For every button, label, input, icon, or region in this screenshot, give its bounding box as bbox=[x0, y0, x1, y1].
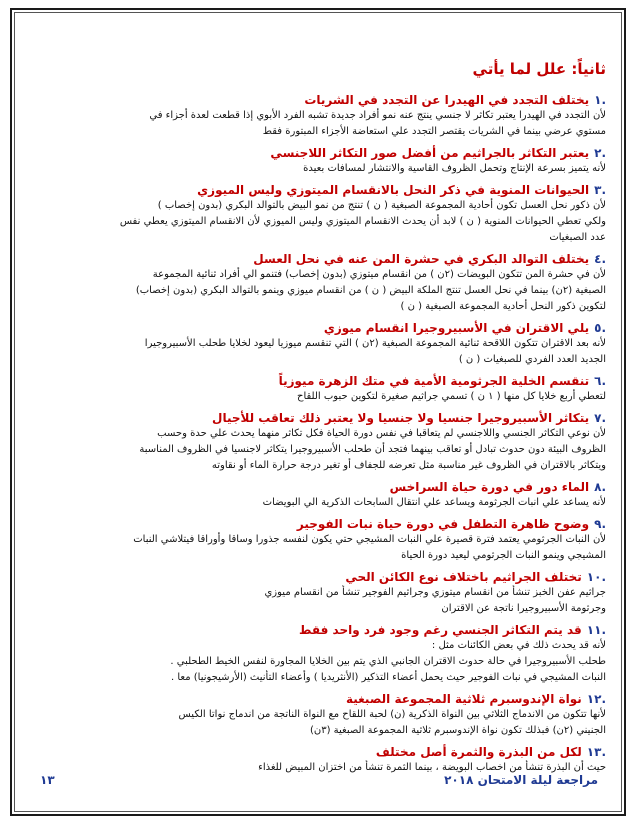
answer-line: لأن التجدد في الهيدرا يعتبر تكاثر لا جنسي ينتج عنه نمو أفراد جديدة تشبه الفرد الأبوي إذا قطعت لعدة أجزاء في bbox=[149, 110, 606, 121]
question-item bbox=[32, 410, 606, 474]
question-item bbox=[32, 145, 606, 177]
question-title: تختلف الجراثيم باختلاف نوع الكائن الحي bbox=[345, 570, 582, 584]
question-header bbox=[32, 516, 606, 532]
question-number: .١٠ bbox=[586, 570, 606, 584]
answer-line: طحلب الأسبيروجيرا في حالة حدوث الاقتران الجانبي الذي يتم بين الخلايا المجاورة لنفس الخيط الطحلبي . bbox=[170, 656, 606, 667]
question-title: وضوح ظاهرة التطفل في دورة حياة نبات الفوجير bbox=[296, 517, 590, 531]
question-item bbox=[32, 479, 606, 511]
question-title: لكل من البذرة والثمرة أصل مختلف bbox=[375, 745, 582, 759]
question-header bbox=[32, 622, 606, 638]
answer-line: لأنه بعد الاقتران تتكون اللاقحة ثنائية المجموعة الصبغية (٢ن ) التي تنقسم ميوزيا ليعود لخلايا طحلب الأسبيروجيرا bbox=[144, 338, 606, 349]
question-title: يعتبر التكاثر بالجراثيم من أفضل صور التكاثر اللاجنسي bbox=[270, 146, 590, 160]
question-number: .١ bbox=[594, 93, 606, 107]
answer-line: جراثيم عفن الخبز تنشأ من انقسام ميتوزي وجراثيم الفوجير تنشأ من انقسام ميوزي bbox=[264, 587, 606, 598]
answer-line: ولكي تعطي الحيوانات المنوية ( ن ) لابد أن يحدث الانقسام الميتوزي وليس الميوزي لأن الانقسام الميتوزي يعطي نفس bbox=[119, 216, 606, 227]
question-number: .٤ bbox=[594, 252, 606, 266]
answer-line: لأنه يتميز بسرعة الإنتاج وتحمل الظروف القاسية والانتشار لمسافات بعيدة bbox=[303, 163, 606, 174]
answer-line: لأن نوعي التكاثر الجنسي واللاجنسي لم يتعاقبا في نفس دورة الحياة فكل تكاثر منهما يحدث علي حدة وحسب bbox=[157, 428, 606, 439]
question-item bbox=[32, 569, 606, 617]
answer-line: الصبغية (٢ن) بينما في نحل العسل تنتج الملكة البيض ( ن ) من انقسام ميوزي وينمو بالتوالد البكري (بدون إخصاب) bbox=[135, 285, 606, 296]
question-item bbox=[32, 744, 606, 776]
question-header bbox=[32, 320, 606, 336]
answer-line: لتعطي أربع خلايا كل منها ( ١ ن ) تسمي جراثيم صغيرة لتكوين حبوب اللقاح bbox=[297, 391, 606, 402]
question-item bbox=[32, 373, 606, 405]
question-header bbox=[32, 373, 606, 389]
answer-line: حيث أن البذرة تنشأ من اخصاب البويضة ، بينما الثمرة تنشأ من اختزان المبيض للغذاء bbox=[258, 762, 606, 773]
question-number: .١١ bbox=[586, 623, 606, 637]
document-content bbox=[32, 60, 606, 781]
section-heading: ثانياً: علل لما يأتي bbox=[472, 60, 606, 78]
answer-line: عدد الصبغيات bbox=[549, 232, 606, 243]
question-title: يختلف التوالد البكري في حشرة المن عنه في نحل العسل bbox=[253, 252, 590, 266]
question-item bbox=[32, 516, 606, 564]
answer-line: الجنيني (٢ن) فبذلك تكون نواة الإندوسبرم ثلاثية المجموعة الصبغية (٣ن) bbox=[309, 725, 606, 736]
question-header bbox=[32, 744, 606, 760]
question-title: يختلف التجدد في الهيدرا عن التجدد في الشريات bbox=[304, 93, 590, 107]
answer-line: لأنها تتكون من الاندماج الثلاثي بين النواة الذكرية (ن) لحبة اللقاح مع النواة الناتجة من اندماج نواتا الكيس bbox=[178, 709, 606, 720]
question-number: .٥ bbox=[594, 321, 606, 335]
question-item bbox=[32, 251, 606, 315]
question-header bbox=[32, 479, 606, 495]
question-list bbox=[32, 92, 606, 776]
answer-line: ويتكاثر بالاقتران في الظروف غير مناسبة مثل تعرضه للجفاف أو تغير درجة حرارة الماء أو نقاوته bbox=[211, 460, 606, 471]
question-title: يلي الاقتران في الأسبيروجيرا انقسام ميوزي bbox=[323, 321, 590, 335]
question-header bbox=[32, 410, 606, 426]
question-item bbox=[32, 182, 606, 246]
footer-review-label: مراجعة ليلة الامتحان ٢٠١٨ bbox=[444, 773, 598, 787]
question-header bbox=[32, 92, 606, 108]
question-title: الماء دور في دورة حياة السراخس bbox=[389, 480, 590, 494]
page-footer bbox=[40, 773, 598, 787]
question-title: قد يتم التكاثر الجنسي رغم وجود فرد واحد فقط bbox=[298, 623, 582, 637]
answer-line: النبات المشيجي في نبات الفوجير حيث يحمل أعضاء التذكير (الأنثريديا ) وأعضاء التأنيث (الأرشيجونيا) معا . bbox=[171, 672, 606, 683]
question-header bbox=[32, 251, 606, 267]
answer-line: لتكوين ذكور النحل أحادية المجموعة الصبغية ( ن ) bbox=[400, 301, 606, 312]
question-header bbox=[32, 691, 606, 707]
question-title: يتكاثر الأسبيروجيرا جنسيا ولا جنسيا ولا يعتبر ذلك تعاقب للأجيال bbox=[212, 411, 590, 425]
answer-line: لأن في حشرة المن تتكون البويضات (٢ن ) من انقسام ميتوزي (بدون إخصاب) فتنمو الي أفراد ثنائية المجموعة bbox=[152, 269, 606, 280]
page-number: ١٣ bbox=[40, 773, 55, 787]
question-number: .١٣ bbox=[586, 745, 606, 759]
answer-line: الجديد العدد الفردي للصبغيات ( ن ) bbox=[458, 354, 606, 365]
question-header bbox=[32, 569, 606, 585]
question-item bbox=[32, 691, 606, 739]
question-number: .٩ bbox=[594, 517, 606, 531]
answer-line: وجرثومة الأسبيروجيرا ناتجة عن الاقتران bbox=[441, 603, 606, 614]
question-number: .٣ bbox=[594, 183, 606, 197]
question-header bbox=[32, 182, 606, 198]
answer-line: مستوي عرضي بينما في الشريات يقتصر التجدد علي استعاضة الأجزاء المبتورة فقط bbox=[262, 126, 606, 137]
question-item bbox=[32, 622, 606, 686]
question-number: .١٢ bbox=[586, 692, 606, 706]
question-item bbox=[32, 320, 606, 368]
question-title: نواة الإندوسبرم ثلاثية المجموعة الصبغية bbox=[345, 692, 582, 706]
answer-line: المشيجي وينمو النبات الجرثومي ليعيد دورة الحياة bbox=[401, 550, 606, 561]
question-item bbox=[32, 92, 606, 140]
question-number: .٨ bbox=[594, 480, 606, 494]
answer-line: لأن النبات الجرثومي يعتمد فترة قصيرة علي النبات المشيجي حتي يكون لنفسه جذورا وساقا وأوراقا فيتلاشي النبات bbox=[133, 534, 606, 545]
answer-line: لأنه يساعد علي انبات الجرثومة ويساعد علي انتقال السابحات الذكرية الي البويضات bbox=[262, 497, 606, 508]
answer-line: لأنه قد يحدث ذلك في بعض الكائنات مثل : bbox=[431, 640, 606, 651]
question-number: .٢ bbox=[594, 146, 606, 160]
question-title: تنقسم الخلية الجرثومية الأمية في متك الزهرة ميوزياً bbox=[278, 374, 590, 388]
question-title: الحيوانات المنوية في ذكر النحل بالانقسام الميتوزي وليس الميوزي bbox=[197, 183, 590, 197]
question-header bbox=[32, 145, 606, 161]
question-number: .٧ bbox=[594, 411, 606, 425]
answer-line: لأن ذكور نحل العسل تكون أحادية المجموعة الصبغية ( ن ) تنتج من نمو البيض بالتوالد البكري (بدون إخصاب ) bbox=[157, 200, 606, 211]
question-number: .٦ bbox=[594, 374, 606, 388]
answer-line: الظروف البيئة دون حدوث تبادل أو تعاقب بينهما فتجد أن طحلب الأسبيروجيرا يتكاثر لاجنسيا في الظروف المناسبة bbox=[139, 444, 606, 455]
